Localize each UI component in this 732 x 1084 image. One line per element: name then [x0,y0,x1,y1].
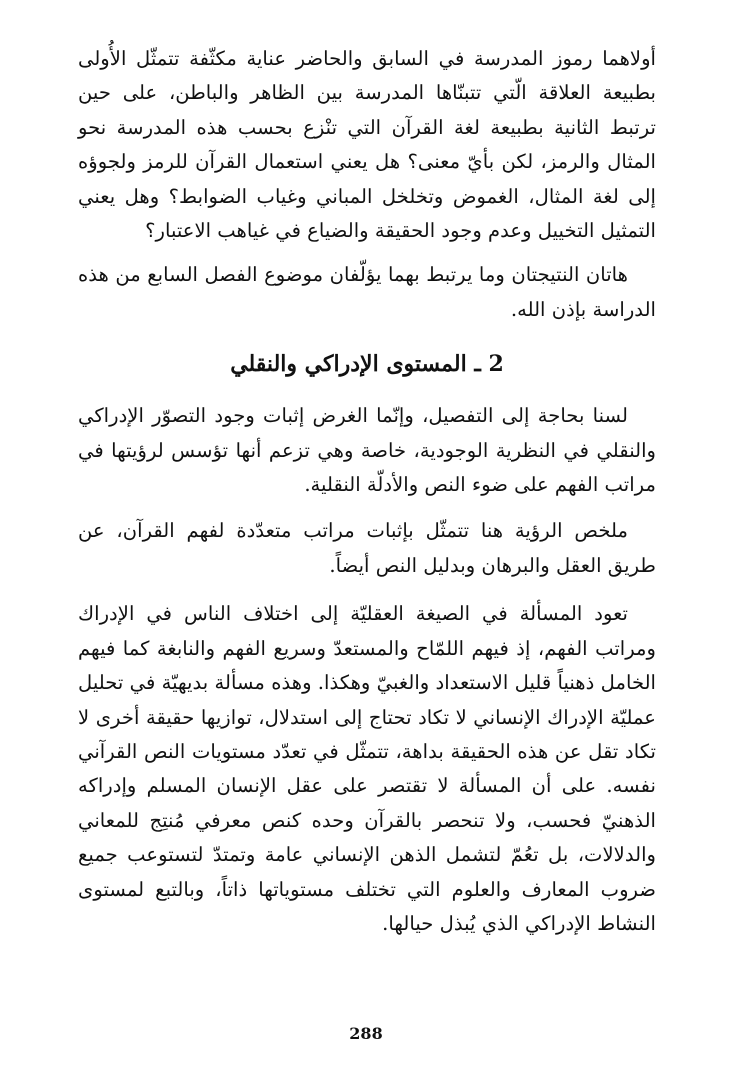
paragraph: هاتان النتيجتان وما يرتبط بهما يؤلّفان موضوع الفصل السابع من هذه الدراسة بإذن الله. [78,263,656,321]
paragraph: ملخص الرؤية هنا تتمثّل بإثبات مراتب متعدّدة لفهم القرآن، عن طريق العقل والبرهان وبدليل النص أيضاً. [78,519,656,577]
paragraph: أولاهما رموز المدرسة في السابق والحاضر عناية مكثّفة تتمثّل الأُولى بطبيعة العلاقة الّتي تتبنّاها المدرسة بين الظاهر والباطن، على حين ترتبط الثانية بطبيعة لغة القرآن التي تنْزع بحسب هذه المدرسة نحو المثال والرمز، لكن بأيّ معنى؟ هل يعني استعمال القرآن للرمز ولجوؤه إلى لغة المثال، الغموض وتخلخل المباني وغياب الضوابط؟ وهل يعني التمثيل التخييل وعدم وجود الحقيقة والضياع في غياهب الاعتبار؟ [78,47,656,243]
page-body [78,42,656,941]
section-heading: 2 ـ المستوى الإدراكي والنقلي [230,351,504,378]
page-number: 288 [349,1024,383,1043]
paragraph: تعود المسألة في الصيغة العقليّة إلى اختلاف الناس في الإدراك ومراتب الفهم، إذ فيهم اللمّاح والمستعدّ وسريع الفهم والنابغة كما فيهم الخامل ذهنياً قليل الاستعداد والغبيّ وهكذا. وهذه مسألة بديهيّة في تحليل عمليّة الإدراك الإنساني لا تكاد تحتاج إلى استدلال، توازيها حقيقة أخرى لا تكاد تقل عن هذه الحقيقة بداهة، تتمثّل في تعدّد مستويات النص القرآني نفسه. على أن المسألة لا تقتصر على عقل الإنسان المسلم وإدراكه الذهنيّ فحسب، ولا تنحصر بالقرآن وحده كنص معرفي مُنتِج للمعاني والدلالات، بل تعُمّ لتشمل الذهن الإنساني عامة وتمتدّ لتستوعب جميع ضروب المعارف والعلوم التي تختلف مستوياتها ذاتاً، وبالتبع لمستوى النشاط الإدراكي الذي يُبذل حيالها. [78,602,657,935]
paragraph: لسنا بحاجة إلى التفصيل، وإنّما الغرض إثبات وجود التصوّر الإدراكي والنقلي في النظرية الوجودية، خاصة وهي تزعم أنها تؤسس لرؤيتها في مراتب الفهم على ضوء النص والأدلّة النقلية. [78,404,656,497]
